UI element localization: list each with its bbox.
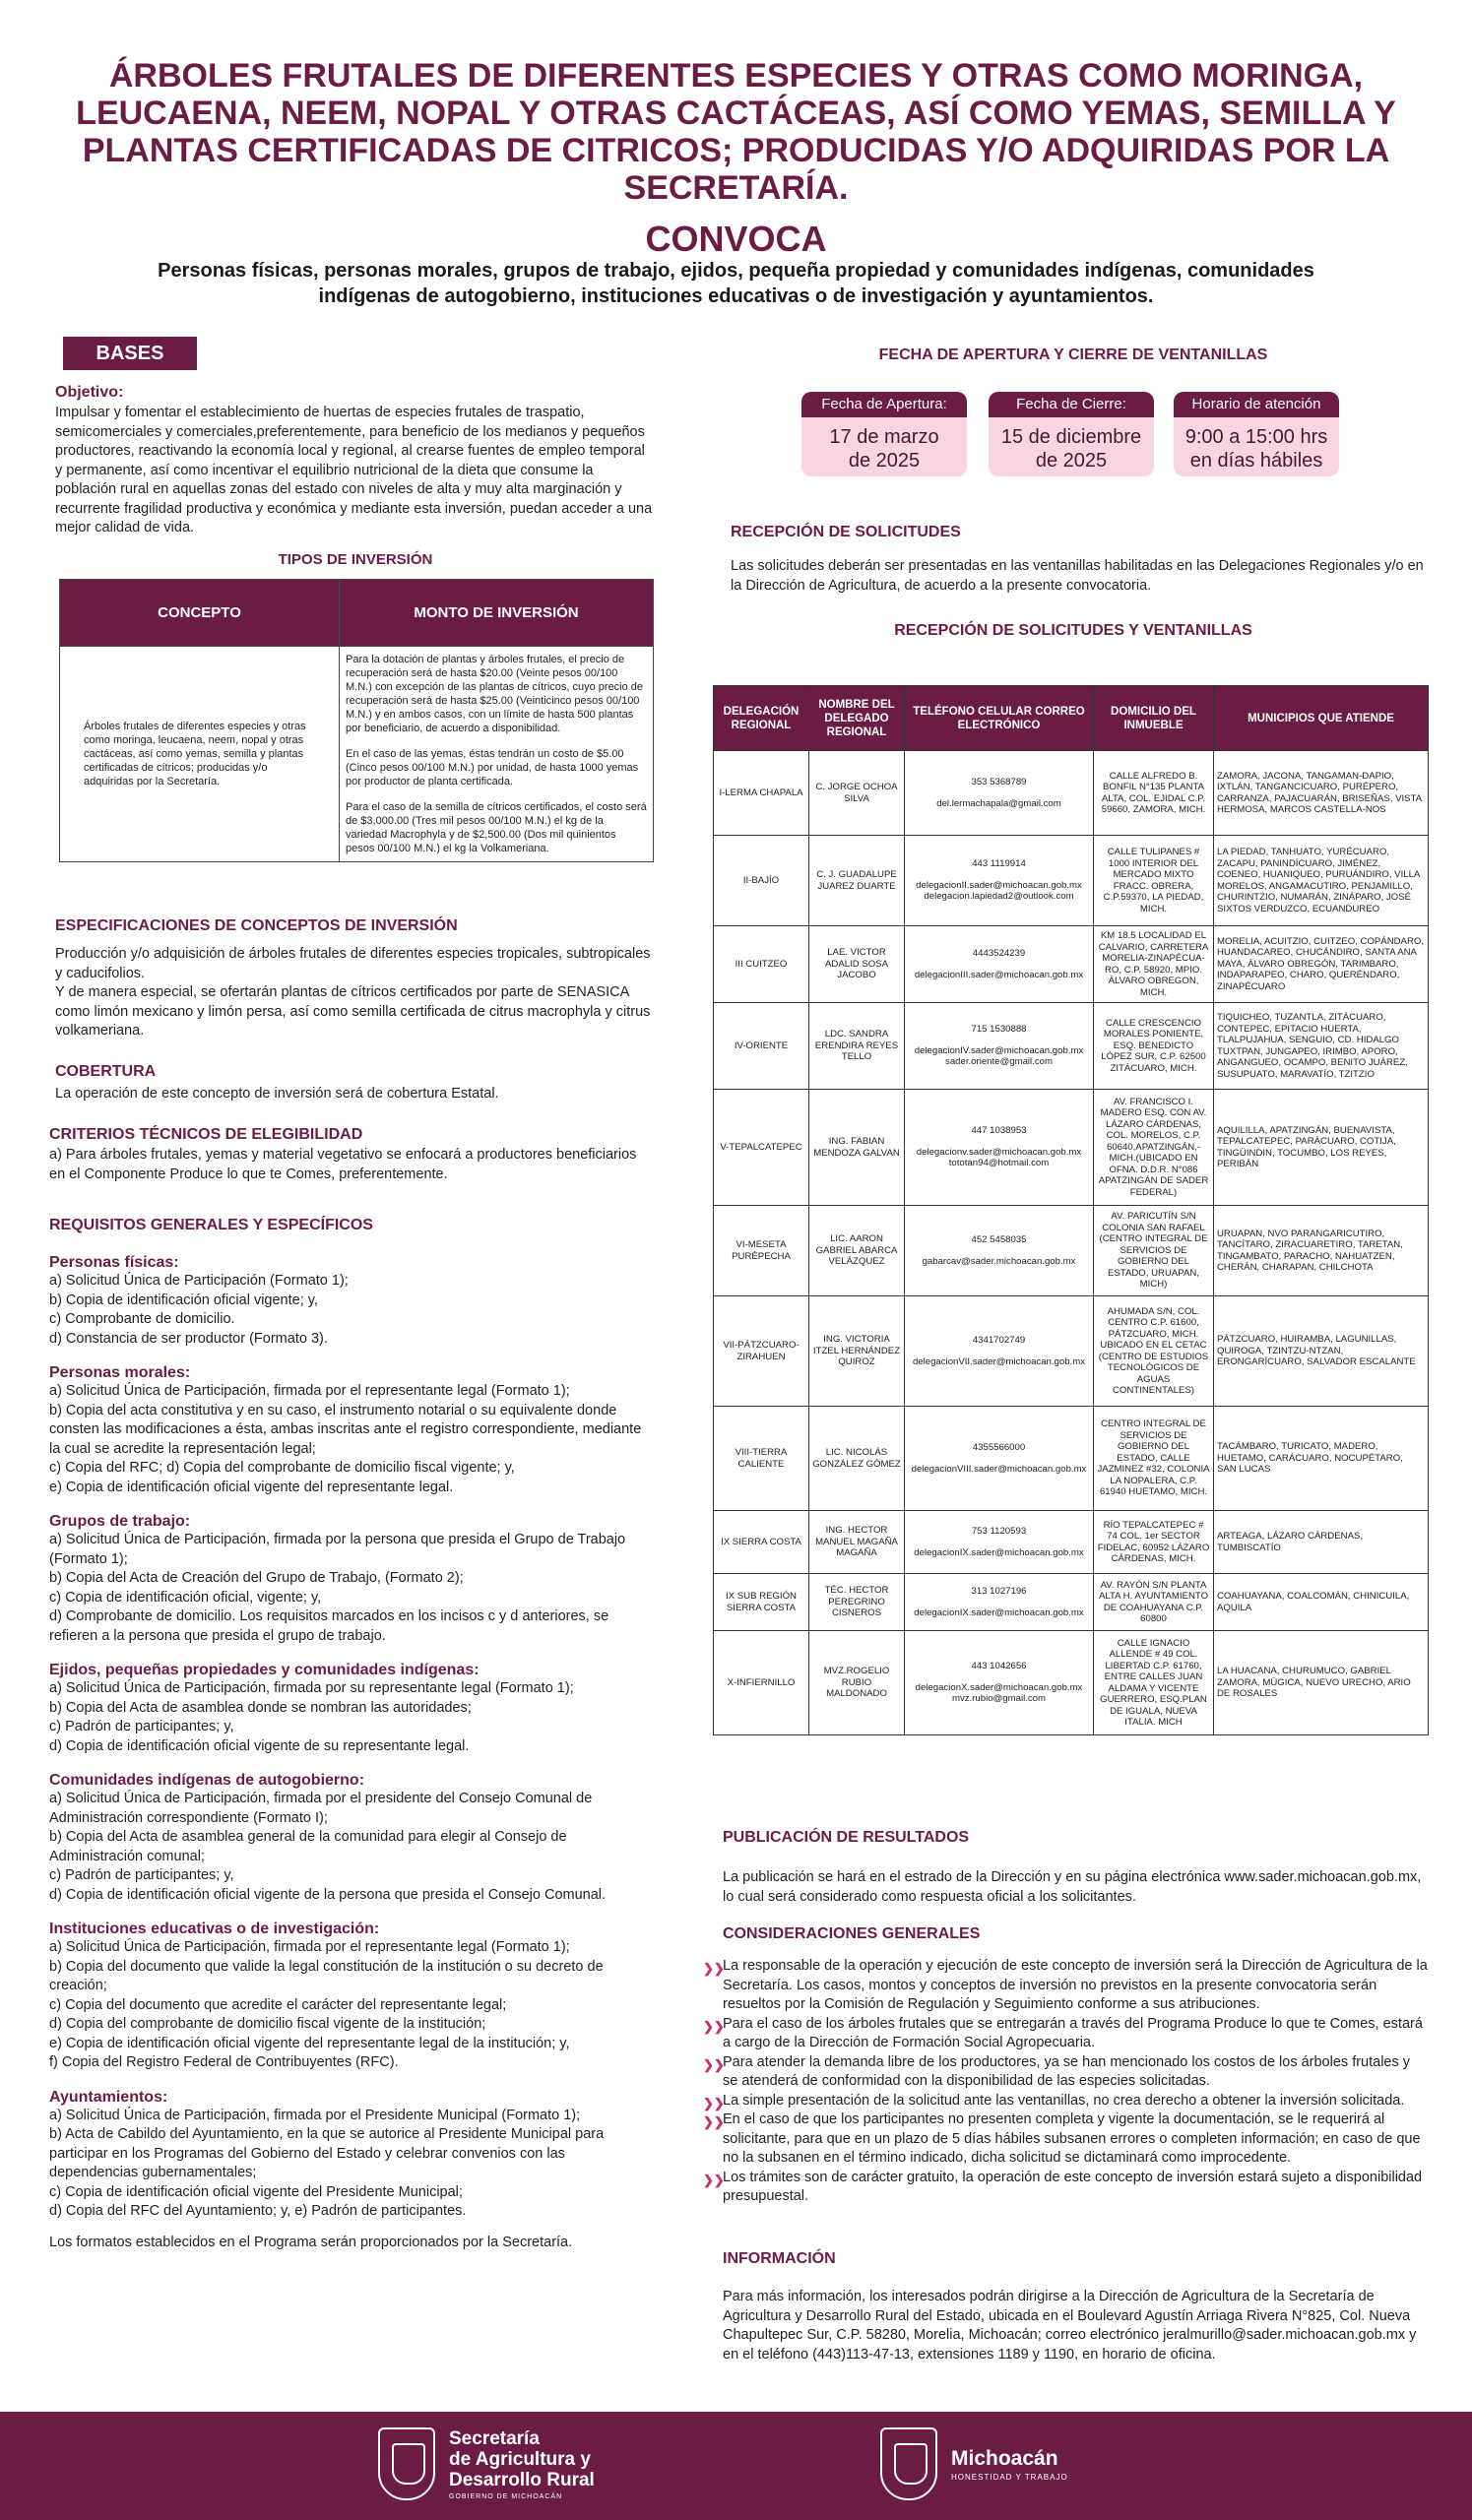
tipos-table bbox=[59, 579, 654, 862]
consideracion-item bbox=[703, 2169, 1428, 2207]
cobertura-section bbox=[55, 1063, 656, 1104]
requisitos-item: f) Copia del Registro Federal de Contribuyentes (RFC). bbox=[49, 2054, 399, 2070]
informacion-text: Para más información, los interesados podrán dirigirse a la Dirección de Agricultura de la Secretaría de Agricultura y Desarrollo Rural del Estado, ubicada en el Boulevard Agustín Arriaga Rivera N°825, Col. Nueva Chapultepec Sur, C.P. 58280, Morelia, Michoacán; correo electrónico jeralmurillo@sader.michoacan.gob.mx y en el teléfono (443)113-47-13, extensiones 1189 y 1190, en horario de oficina. bbox=[723, 2289, 1417, 2362]
informacion-heading: INFORMACIÓN bbox=[723, 2250, 836, 2267]
requisitos-item: b) Copia del documento que valide la legal constitución de la institución o su decreto de creación; bbox=[49, 1958, 604, 1993]
vent-delegado: C. JORGE OCHOA SILVA bbox=[809, 751, 905, 836]
vent-telefono: 443 1119914 bbox=[972, 858, 1026, 870]
publicacion-section bbox=[723, 1829, 1428, 1907]
convoca-heading: CONVOCA bbox=[645, 219, 827, 259]
logo1-line2: de Agricultura y bbox=[449, 2448, 591, 2470]
logo2-line2: HONESTIDAD Y TRABAJO bbox=[951, 2472, 1068, 2482]
consideraciones-section bbox=[703, 1925, 1428, 2207]
vent-telefono: 4355566000 bbox=[972, 1442, 1026, 1453]
logo1-line4: GOBIERNO DE MICHOACÁN bbox=[449, 2492, 563, 2500]
vent-telefono: 447 1038953 bbox=[971, 1125, 1027, 1137]
consideracion-text: La responsable de la operación y ejecución de este concepto de inversión será la Dirección de Agricultura de la Secretaría. Los casos, montos y conceptos de inversión no previstos en la presente convocatoria serán resueltos por la Comisión de Regulación y Seguimiento conforme a sus atribuciones. bbox=[723, 1958, 1428, 2012]
fecha-cierre-line1: 15 de diciembre bbox=[1000, 426, 1142, 448]
ventanilla-row bbox=[714, 1407, 1429, 1511]
requisitos-group-label: Ayuntamientos: bbox=[49, 2088, 168, 2106]
vent-domicilio: CALLE TULIPANES # 1000 INTERIOR DEL MERCADO MIXTO FRACC. OBRERA, C.P.59370, LA PIEDAD, MICH. bbox=[1094, 836, 1214, 926]
horario-label: Horario de atención bbox=[1174, 392, 1339, 417]
requisitos-item: c) Copia del RFC; d) Copia del comprobante de domicilio fiscal vigente; y, bbox=[49, 1460, 515, 1476]
requisitos-group bbox=[49, 1662, 650, 1756]
vent-contacto bbox=[905, 1407, 1094, 1511]
vent-correo: delegacionv.sader@michoacan.gob.mx tototan94@hotmail.com bbox=[916, 1146, 1082, 1169]
vent-delegado: LDC. SANDRA ERENDIRA REYES TELLO bbox=[809, 1003, 905, 1090]
logo1-line3: Desarrollo Rural bbox=[449, 2469, 595, 2490]
consideracion-text: En el caso de que los participantes no presenten completa y vigente la documentación, se le requerirá al solicitante, para que en un plazo de 5 días hábiles subsanen errores o completen información; en caso de que no la subsanen en el término indicado, dicha solicitud se dictaminará como improcedente. bbox=[723, 2111, 1421, 2166]
requisitos-item: e) Copia de identificación oficial vigente del representante legal. bbox=[49, 1479, 454, 1495]
consideraciones-heading: CONSIDERACIONES GENERALES bbox=[723, 1925, 981, 1942]
vent-telefono: 4341702749 bbox=[972, 1335, 1026, 1346]
vent-region: VIII-TIERRA CALIENTE bbox=[714, 1407, 809, 1511]
vent-municipios: PÁTZCUARO, HUIRAMBA, LAGUNILLAS, QUIROGA, TZINTZU-NTZAN, ERONGARÍCUARO, SALVADOR ESCALANTE bbox=[1214, 1296, 1429, 1407]
requisitos-item: a) Solicitud Única de Participación, firmada por su representante legal (Formato 1); bbox=[49, 1680, 574, 1696]
vent-municipios: AQUILILLA, APATZINGÁN, BUENAVISTA, TEPALCATEPEC, PARÁCUARO, COTIJA, TINGÜINDIN, TOCUMBO, LOS REYES, PERIBÁN bbox=[1214, 1090, 1429, 1206]
requisitos-item: a) Solicitud Única de Participación, firmada por el representante legal (Formato 1); bbox=[49, 1939, 570, 1955]
fecha-apertura-line2: de 2025 bbox=[848, 450, 921, 472]
requisitos-item: c) Copia del documento que acredite el carácter del representante legal; bbox=[49, 1996, 507, 2013]
vent-municipios: TIQUICHEO, TUZANTLA, ZITÁCUARO, CONTEPEC, EPITACIO HUERTA, TLALPUJAHUA, SENGUIO, CD. HIDALGO TUXTPAN, JUNGAPEO, IRIMBO, APORO, ANGANGUEO, OCAMPO, BENITO JUÁREZ, SUSUPUATO, MARAVATÍO, TZITZIO bbox=[1214, 1003, 1429, 1090]
vent-region: VI-MESETA PURÉPECHA bbox=[714, 1206, 809, 1296]
vent-domicilio: AV. PARICUTÍN S/N COLONIA SAN RAFAEL (CENTRO INTEGRAL DE SERVICIOS DE GOBIERNO DEL ESTADO, URUAPAN, MICH) bbox=[1094, 1206, 1214, 1296]
requisitos-item: b) Copia del Acta de Creación del Grupo de Trabajo, (Formato 2); bbox=[49, 1570, 464, 1586]
vent-region: X-INFIERNILLO bbox=[714, 1631, 809, 1735]
consideracion-text: Los trámites son de carácter gratuito, la operación de este concepto de inversión estará sujeto a disponibilidad presupuestal. bbox=[723, 2169, 1423, 2204]
vent-correo: delegacionVIII.sader@michoacan.gob.mx bbox=[911, 1463, 1087, 1475]
ventanilla-row bbox=[714, 1090, 1429, 1206]
consideracion-item bbox=[703, 1957, 1428, 2015]
ventanilla-row bbox=[714, 1296, 1429, 1407]
chevron-right-icon: ❯❯ bbox=[703, 2056, 725, 2072]
vent-contacto bbox=[905, 1296, 1094, 1407]
bases-label: BASES bbox=[63, 337, 197, 370]
vent-delegado: ING. HECTOR MANUEL MAGAÑA MAGAÑA bbox=[809, 1511, 905, 1574]
vent-contacto bbox=[905, 836, 1094, 926]
vent-domicilio: KM 18.5 LOCALIDAD EL CALVARIO, CARRETERA MORELIA-ZINAPÉCUA-RO, C.P. 58920, MPIO. ÁLVARO OBREGON, MICH. bbox=[1094, 926, 1214, 1003]
vent-domicilio: AV. FRANCISCO I. MADERO ESQ. CON AV. LÁZARO CÁRDENAS, COL. MORELOS, C.P. 60640,APATZINGÁN,-MICH.(UBICADO EN OFNA. D.D.R. N°086 APATZINGÁN DE SADER FEDERAL) bbox=[1094, 1090, 1214, 1206]
requisitos-item: b) Copia del Acta de asamblea general de la comunidad para elegir al Consejo de Administración comunal; bbox=[49, 1829, 567, 1864]
criterios-heading: CRITERIOS TÉCNICOS DE ELEGIBILIDAD bbox=[49, 1126, 363, 1143]
requisitos-footer: Los formatos establecidos en el Programa serán proporcionados por la Secretaría. bbox=[49, 2234, 573, 2250]
vent-col-domicilio: DOMICILIO DEL INMUEBLE bbox=[1094, 686, 1214, 751]
vent-delegado: C. J. GUADALUPE JUAREZ DUARTE bbox=[809, 836, 905, 926]
ventanilla-row bbox=[714, 926, 1429, 1003]
cobertura-heading: COBERTURA bbox=[55, 1063, 157, 1080]
vent-telefono: 753 1120593 bbox=[971, 1526, 1027, 1537]
vent-domicilio: AHUMADA S/N, COL. CENTRO C.P. 61600, PÁTZCUARO, MICH. UBICADO EN EL CETAC (CENTRO DE ESTUDIOS TECNOLÓGICOS DE AGUAS CONTINENTALES) bbox=[1094, 1296, 1214, 1407]
monto-plantas: Para la dotación de plantas y árboles frutales, el precio de recuperación será de hasta $20.00 (Veinte pesos 00/100 M.N.) con excepción de las plantas de cítricos, cuyo precio de recuperación será de hasta $25.00 (Veinticinco pesos 00/100 M.N.) y en ambos casos, con un límite de hasta 500 plantas por beneficiario, de acuerdo a disponibilidad. bbox=[346, 654, 644, 734]
vent-telefono: 443 1042656 bbox=[971, 1661, 1027, 1672]
consideracion-text: Para el caso de los árboles frutales que se entregarán a través del Programa Produce lo que te Comes, estará a cargo de la Dirección de Formación Social Agropecuaria. bbox=[723, 2015, 1423, 2050]
ventanilla-row bbox=[714, 751, 1429, 836]
vent-correo: gabarcav@sader.michoacan.gob.mx bbox=[922, 1255, 1076, 1267]
cobertura-text: La operación de este concepto de inversión será de cobertura Estatal. bbox=[55, 1086, 499, 1102]
vent-domicilio: CALLE ALFREDO B. BONFIL N°135 PLANTA ALTA, COL. EJIDAL C.P. 59660, ZAMORA, MICH. bbox=[1094, 751, 1214, 836]
consideracion-text: Para atender la demanda libre de los productores, ya se han mencionado los costos de los árboles frutales y se atenderá de conformidad con la disponibilidad de las especies solicitadas. bbox=[723, 2053, 1411, 2089]
vent-region: IV-ORIENTE bbox=[714, 1003, 809, 1090]
vent-telefono: 4443524239 bbox=[972, 948, 1026, 959]
logo2-line1: Michoacán bbox=[951, 2446, 1058, 2470]
vent-col-municipios: MUNICIPIOS QUE ATIENDE bbox=[1214, 686, 1429, 751]
vent-col-telefono: TELÉFONO CELULAR CORREO ELECTRÓNICO bbox=[905, 686, 1094, 751]
ventanilla-row bbox=[714, 1003, 1429, 1090]
horario-line2: en días hábiles bbox=[1189, 450, 1323, 472]
horario-line1: 9:00 a 15:00 hrs bbox=[1184, 426, 1328, 448]
requisitos-group-label: Ejidos, pequeñas propiedades y comunidades indígenas: bbox=[49, 1662, 480, 1678]
informacion-section bbox=[723, 2250, 1428, 2364]
vent-region: IX SIERRA COSTA bbox=[714, 1511, 809, 1574]
vent-domicilio: RÍO TEPALCATEPEC # 74 COL. 1er SECTOR FIDELAC, 60952 LÁZARO CÁRDENAS, MICH. bbox=[1094, 1511, 1214, 1574]
tipos-col-monto: MONTO DE INVERSIÓN bbox=[340, 580, 654, 647]
consideracion-item bbox=[703, 2053, 1428, 2092]
michoacan-logo bbox=[880, 2427, 1068, 2500]
requisitos-item: d) Copia del RFC del Ayuntamiento; y, e) Padrón de participantes. bbox=[49, 2203, 467, 2219]
recepcion-text: Las solicitudes deberán ser presentadas en las ventanillas habilitadas en las Delegaciones Regionales y/o en la Dirección de Agricultura, de acuerdo a la presente convocatoria. bbox=[731, 558, 1424, 594]
tipos-heading: TIPOS DE INVERSIÓN bbox=[278, 551, 433, 568]
horario-box bbox=[1174, 392, 1339, 476]
ventanillas-heading: RECEPCIÓN DE SOLICITUDES Y VENTANILLAS bbox=[894, 622, 1252, 639]
requisitos-item: b) Copia del acta constitutiva y en su caso, el instrumento notarial o su equivalente donde consten las modificaciones a ésta, ambas inscritas ante el registro correspondiente, mediante la cual se acredite la representación legal; bbox=[49, 1402, 642, 1457]
recepcion-heading: RECEPCIÓN DE SOLICITUDES bbox=[731, 524, 961, 540]
vent-region: V-TEPALCATEPEC bbox=[714, 1090, 809, 1206]
vent-region: I-LERMA CHAPALA bbox=[714, 751, 809, 836]
vent-correo: delegacionVII.sader@michoacan.gob.mx bbox=[912, 1355, 1086, 1367]
michoacan-seal-icon bbox=[880, 2427, 937, 2500]
monto-semilla: Para el caso de la semilla de cítricos certificados, el costo será de $3,000.00 (Tres mil pesos 00/100 M.N.) el kg de la variedad Macrophyla y de $2,500.00 (Dos mil quinientos pesos 00/100 M.N.) el kg la Volkameriana. bbox=[346, 801, 647, 854]
requisitos-item: a) Solicitud Única de Participación, firmada por el presidente del Consejo Comunal de Administración correspondiente (Formato I); bbox=[49, 1791, 593, 1826]
vent-municipios: MORELIA, ACUITZIO, CUITZEO, COPÁNDARO, HUANDACAREO, CHUCÁNDIRO, SANTA ANA MAYA, ÁLVARO OBREGÓN, TARIMBARO, INDAPARAPEO, CHARO, QUERÉNDARO, ZINAPÉCUARO bbox=[1214, 926, 1429, 1003]
fechas-heading: FECHA DE APERTURA Y CIERRE DE VENTANILLAS bbox=[878, 346, 1268, 363]
vent-region: II-BAJÍO bbox=[714, 836, 809, 926]
vent-correo: delegacionX.sader@michoacan.gob.mx mvz.rubio@gmail.com bbox=[915, 1681, 1083, 1705]
objetivo-section bbox=[55, 384, 656, 538]
vent-region: VII-PÁTZCUARO-ZIRAHUEN bbox=[714, 1296, 809, 1407]
requisitos-group-label: Grupos de trabajo: bbox=[49, 1513, 191, 1530]
ventanilla-row bbox=[714, 1511, 1429, 1574]
vent-correo: delegacionIV.sader@michoacan.gob.mx sader.oriente@gmail.com bbox=[914, 1044, 1084, 1068]
vent-telefono: 715 1530888 bbox=[971, 1024, 1027, 1036]
criterios-text: a) Para árboles frutales, yemas y material vegetativo se enfocará a productores beneficiarios en el Componente Produce lo que te Comes, preferentemente. bbox=[49, 1147, 637, 1182]
vent-contacto bbox=[905, 1574, 1094, 1631]
requisitos-item: a) Solicitud Única de Participación, firmada por el Presidente Municipal (Formato 1); bbox=[49, 2107, 581, 2123]
consideraciones-list bbox=[703, 1957, 1428, 2207]
requisitos-group bbox=[49, 2089, 650, 2222]
chevron-right-icon: ❯❯ bbox=[703, 2114, 725, 2129]
logo1-line1: Secretaría bbox=[449, 2427, 540, 2449]
ventanillas-table bbox=[713, 685, 1429, 1735]
vent-col-delegado: NOMBRE DEL DELEGADO REGIONAL bbox=[809, 686, 905, 751]
fecha-apertura-line1: 17 de marzo bbox=[829, 426, 939, 448]
especificaciones-heading: ESPECIFICACIONES DE CONCEPTOS DE INVERSIÓN bbox=[55, 917, 458, 934]
fecha-apertura-box bbox=[801, 392, 967, 476]
vent-municipios: TACÁMBARO, TURICATO, MADERO, HUETAMO, CARÁCUARO, NOCUPÉTARO, SAN LUCAS bbox=[1214, 1407, 1429, 1511]
vent-correo: delegacionIX.sader@michoacan.gob.mx bbox=[914, 1546, 1084, 1558]
vent-delegado: ING. VICTORIA ITZEL HERNÁNDEZ QUIROZ bbox=[809, 1296, 905, 1407]
requisitos-item: c) Comprobante de domicilio. bbox=[49, 1311, 235, 1327]
requisitos-item: d) Copia de identificación oficial vigente de la persona que presida el Consejo Comunal. bbox=[49, 1886, 607, 1903]
requisitos-item: a) Solicitud Única de Participación (Formato 1); bbox=[49, 1273, 349, 1289]
vent-delegado: TÉC. HECTOR PEREGRINO CISNEROS bbox=[809, 1574, 905, 1631]
requisitos-item: b) Acta de Cabildo del Ayuntamiento, en la que se autorice al Presidente Municipal para participar en los Programas del Gobierno del Estado y celebrar convenios con las dependencias gubernamentales; bbox=[49, 2126, 605, 2180]
publicacion-heading: PUBLICACIÓN DE RESULTADOS bbox=[723, 1829, 970, 1846]
fecha-cierre-label: Fecha de Cierre: bbox=[989, 392, 1154, 417]
especificaciones-p2: Y de manera especial, se ofertarán plantas de cítricos certificados por parte de SENASICA como limón mexicano y limón persa, así como semilla certificada de citrus macrophyla y citrus volkameriana. bbox=[55, 984, 651, 1039]
coat-of-arms-icon bbox=[378, 2427, 435, 2500]
vent-municipios: URUAPAN, NVO PARANGARICUTIRO, TANCÍTARO, ZIRACUARETIRO, TARETAN, TINGAMBATO, PARACHO, NAHUATZEN, CHERÁN, CHARAPAN, CHILCHOTA bbox=[1214, 1206, 1429, 1296]
vent-telefono: 353 5368789 bbox=[971, 777, 1027, 788]
vent-contacto bbox=[905, 1090, 1094, 1206]
fecha-apertura-label: Fecha de Apertura: bbox=[801, 392, 967, 417]
vent-municipios: COAHUAYANA, COALCOMÁN, CHINICUILA, AQUILA bbox=[1214, 1574, 1429, 1631]
requisitos-item: d) Copia de identificación oficial vigente de su representante legal. bbox=[49, 1737, 470, 1754]
vent-municipios: LA HUACANA, CHURUMUCO, GABRIEL ZAMORA, MÚGICA, NUEVO URECHO, ARIO DE ROSALES bbox=[1214, 1631, 1429, 1735]
especificaciones-p1: Producción y/o adquisición de árboles frutales de diferentes especies tropicales, subtropicales y caducifolios. bbox=[55, 946, 651, 981]
criterios-section bbox=[49, 1126, 650, 1184]
sader-logo bbox=[378, 2427, 595, 2500]
requisitos-group bbox=[49, 1772, 650, 1905]
tipos-concepto-cell: Árboles frutales de diferentes especies y otras como moringa, leucaena, neem, nopal y otras cactáceas, así como yemas, semilla y plantas certificadas de cítricos; producidas y/o adquiridas por la Secretaría. bbox=[60, 647, 340, 862]
requisitos-item: c) Copia de identificación oficial, vigente; y, bbox=[49, 1589, 322, 1606]
vent-contacto bbox=[905, 1206, 1094, 1296]
vent-contacto bbox=[905, 751, 1094, 836]
monto-yemas: En el caso de las yemas, éstas tendrán un costo de $5.00 (Cinco pesos 00/100 M.N.) por unidad, de hasta 1000 yemas por productor de planta certificada. bbox=[346, 748, 639, 788]
requisitos-group-label: Instituciones educativas o de investigación: bbox=[49, 1921, 380, 1937]
requisitos-item: b) Copia de identificación oficial vigente; y, bbox=[49, 1292, 318, 1308]
vent-correo: del.lermachapala@gmail.com bbox=[936, 797, 1061, 809]
requisitos-heading: REQUISITOS GENERALES Y ESPECÍFICOS bbox=[49, 1217, 373, 1233]
footer-bar bbox=[0, 2412, 1472, 2520]
requisitos-group bbox=[49, 1254, 650, 1349]
publicacion-text: La publicación se hará en el estrado de la Dirección y en su página electrónica www.sader.michoacan.gob.mx, lo cual será considerado como respuesta oficial a los solicitantes. bbox=[723, 1869, 1422, 1905]
fecha-cierre-line2: de 2025 bbox=[1035, 450, 1108, 472]
chevron-right-icon: ❯❯ bbox=[703, 2018, 725, 2034]
especificaciones-section bbox=[55, 917, 656, 1041]
ventanilla-row bbox=[714, 1631, 1429, 1735]
vent-col-region: DELEGACIÓN REGIONAL bbox=[714, 686, 809, 751]
objetivo-label: Objetivo: bbox=[55, 384, 124, 401]
vent-delegado: LAE. VICTOR ADALID SOSA JACOBO bbox=[809, 926, 905, 1003]
objetivo-text: Impulsar y fomentar el establecimiento de huertas de especies frutales de traspatio, semicomerciales y comerciales,preferentemente, para beneficio de los medianos y pequeños productores, reactivando la economía local y regional, al crearse fuentes de empleo temporal y permanente, así como incentivar el equilibrio nutricional de la dieta que consume la población rural en aquellas zonas del estado con niveles de alta y muy alta marginación y recurrente fragilidad productiva y económica y mediante esta inversión, puedan acceder a una mejor calidad de vida. bbox=[55, 405, 653, 536]
requisitos-group-label: Personas físicas: bbox=[49, 1254, 179, 1271]
vent-contacto bbox=[905, 926, 1094, 1003]
vent-municipios: ARTEAGA, LÁZARO CÁRDENAS, TUMBISCATÍO bbox=[1214, 1511, 1429, 1574]
vent-domicilio: CALLE IGNACIO ALLENDE # 49 COL. LIBERTAD C.P. 61760, ENTRE CALLES JUAN ALDAMA Y VICENTE GUERRERO, ESQ.PLAN DE IGUALA, NUEVA ITALIA. MICH bbox=[1094, 1631, 1214, 1735]
vent-domicilio: CENTRO INTEGRAL DE SERVICIOS DE GOBIERNO DEL ESTADO, CALLE JAZMINEZ #32, COLONIA LA NOPALERA, C.P. 61940 HUETAMO, MICH. bbox=[1094, 1407, 1214, 1511]
vent-municipios: ZAMORA, JACONA, TANGAMAN-DAPIO, IXTLÁN, TANGANCICUARO, PURÉPERO, CARRANZA, PAJACUARÁN, BRISEÑAS, VISTA HERMOSA, MARCOS CASTELLA-NOS bbox=[1214, 751, 1429, 836]
vent-delegado: LIC. AARON GABRIEL ABARCA VELÁZQUEZ bbox=[809, 1206, 905, 1296]
vent-domicilio: CALLE CRESCENCIO MORALES PONIENTE, ESQ. BENEDICTO LÓPEZ SUR, C.P. 62500 ZITÁCUARO, MICH. bbox=[1094, 1003, 1214, 1090]
vent-region: IX SUB REGIÓN SIERRA COSTA bbox=[714, 1574, 809, 1631]
requisitos-item: b) Copia del Acta de asamblea donde se nombran las autoridades; bbox=[49, 1699, 472, 1716]
consideracion-item bbox=[703, 2092, 1428, 2111]
requisitos-groups bbox=[49, 1254, 650, 2222]
vent-correo: delegacionIII.sader@michoacan.gob.mx bbox=[914, 969, 1084, 980]
requisitos-item: c) Padrón de participantes; y, bbox=[49, 1867, 234, 1883]
vent-municipios: LA PIEDAD, TANHUATO, YURÉCUARO, ZACAPU, PANINDÍCUARO, JIMÉNEZ, COENEO, HUANIQUEO, PURUÁNDIRO, VILLA MORELOS, ANGAMACUTIRO, PENJAMILLO, CHURINTZIO, NUMARÁN, ZINÁPARO, JOSÉ SIXTOS VERDUZCO, ECUANDUREO bbox=[1214, 836, 1429, 926]
consideracion-text: La simple presentación de la solicitud ante las ventanillas, no crea derecho a obtener la inversión solicitada. bbox=[723, 2092, 1405, 2109]
requisitos-group bbox=[49, 1364, 650, 1497]
subtitle: Personas físicas, personas morales, grupos de trabajo, ejidos, pequeña propiedad y comunidades indígenas, comunidades indígenas de autogobierno, instituciones educativas o de investigación y ayuntamientos. bbox=[158, 260, 1314, 307]
vent-domicilio: AV. RAYÓN S/N PLANTA ALTA H. AYUNTAMIENTO DE COAHUAYANA C.P. 60800 bbox=[1094, 1574, 1214, 1631]
tipos-col-concepto: CONCEPTO bbox=[60, 580, 340, 647]
vent-region: III CUITZEO bbox=[714, 926, 809, 1003]
requisitos-section bbox=[49, 1217, 650, 2252]
requisitos-group-label: Personas morales: bbox=[49, 1364, 191, 1381]
vent-delegado: LIC. NICOLÁS GONZÁLEZ GÓMEZ bbox=[809, 1407, 905, 1511]
requisitos-group-label: Comunidades indígenas de autogobierno: bbox=[49, 1772, 365, 1789]
chevron-right-icon: ❯❯ bbox=[703, 1961, 725, 1976]
vent-contacto bbox=[905, 1511, 1094, 1574]
vent-delegado: MVZ.ROGELIO RUBIO MALDONADO bbox=[809, 1631, 905, 1735]
requisitos-group bbox=[49, 1513, 650, 1646]
vent-telefono: 313 1027196 bbox=[971, 1586, 1027, 1597]
vent-contacto bbox=[905, 1003, 1094, 1090]
requisitos-group bbox=[49, 1921, 650, 2073]
requisitos-item: a) Solicitud Única de Participación, firmada por la persona que presida el Grupo de Trabajo (Formato 1); bbox=[49, 1532, 626, 1567]
ventanilla-row bbox=[714, 836, 1429, 926]
tipos-monto-cell bbox=[340, 647, 654, 862]
vent-telefono: 452 5458035 bbox=[971, 1234, 1027, 1245]
fecha-cierre-box bbox=[989, 392, 1154, 476]
ventanilla-row bbox=[714, 1206, 1429, 1296]
requisitos-item: d) Copia del comprobante de domicilio fiscal vigente de la institución; bbox=[49, 2016, 486, 2032]
vent-correo: delegacionIX.sader@michoacan.gob.mx bbox=[914, 1606, 1084, 1618]
requisitos-item: d) Comprobante de domicilio. Los requisitos marcados en los incisos c y d anteriores, se refieren a la persona que presida el grupo de trabajo. bbox=[49, 1608, 609, 1644]
recepcion-section bbox=[731, 524, 1430, 596]
consideracion-item bbox=[703, 2110, 1428, 2169]
ventanilla-row bbox=[714, 1574, 1429, 1631]
requisitos-item: c) Copia de identificación oficial vigente del Presidente Municipal; bbox=[49, 2183, 463, 2200]
requisitos-item: e) Copia de identificación oficial vigente del representante legal de la institución; y, bbox=[49, 2035, 570, 2051]
requisitos-item: d) Constancia de ser productor (Formato 3). bbox=[49, 1330, 328, 1347]
chevron-right-icon: ❯❯ bbox=[703, 2172, 725, 2187]
vent-contacto bbox=[905, 1631, 1094, 1735]
vent-correo: delegacionII.sader@michoacan.gob.mx delegacion.lapiedad2@outlook.com bbox=[916, 879, 1082, 903]
requisitos-item: c) Padrón de participantes; y, bbox=[49, 1719, 234, 1734]
page-title: ÁRBOLES FRUTALES DE DIFERENTES ESPECIES Y OTRAS COMO MORINGA, LEUCAENA, NEEM, NOPAL Y OTRAS CACTÁCEAS, ASÍ COMO YEMAS, SEMILLA Y PLANTAS CERTIFICADAS DE CITRICOS; PRODUCIDAS Y/O ADQUIRIDAS POR LA SECRETARÍA. bbox=[76, 57, 1396, 207]
vent-delegado: ING. FABIAN MENDOZA GALVAN bbox=[809, 1090, 905, 1206]
consideracion-item bbox=[703, 2015, 1428, 2053]
chevron-right-icon: ❯❯ bbox=[703, 2095, 725, 2110]
requisitos-item: a) Solicitud Única de Participación, firmada por el representante legal (Formato 1); bbox=[49, 1383, 570, 1399]
